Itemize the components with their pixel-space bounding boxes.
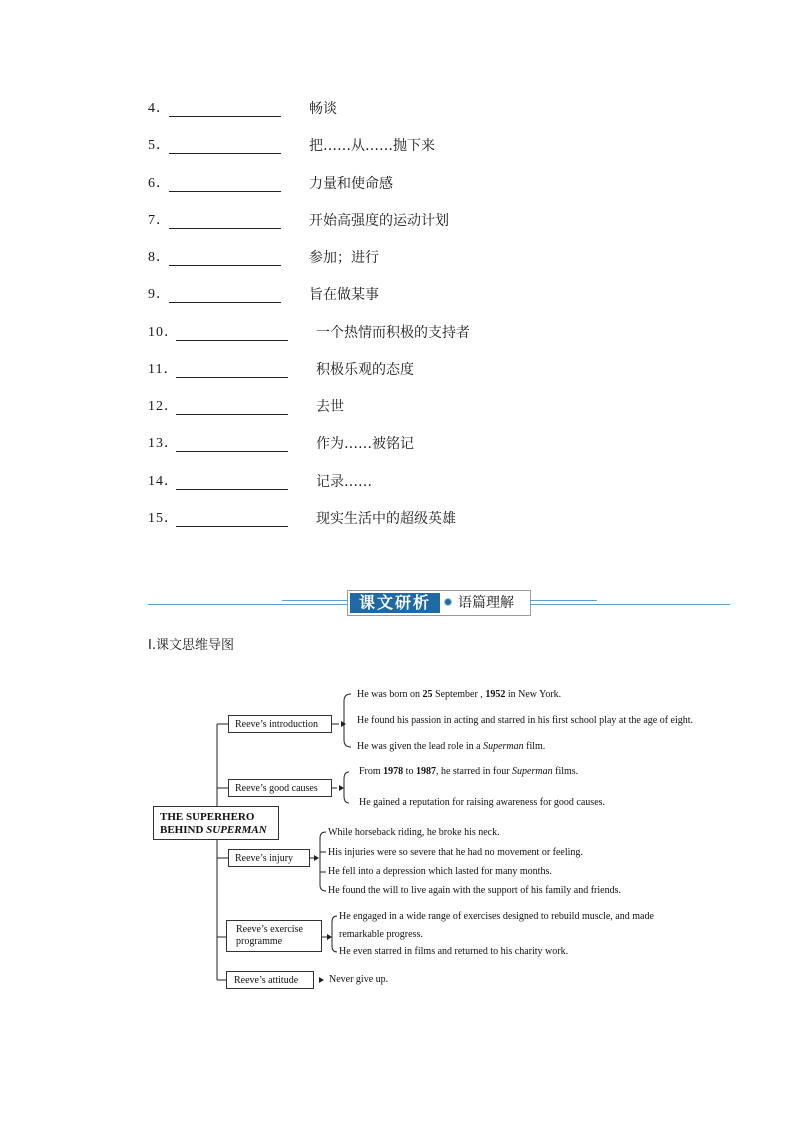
detail-text: From [359,766,384,777]
detail-text: He fell into a depression which lasted for many months. [328,866,552,877]
detail-bold: 1987 [415,766,436,777]
vocab-number: 6． [148,176,171,191]
arrow-right-icon [319,977,324,983]
vocab-chinese: 作为……被铭记 [316,436,414,452]
vocab-chinese: 去世 [316,399,344,415]
arrow-right-icon [341,721,346,727]
detail-text: His injuries were so severe that he had no movement or feeling. [328,847,583,858]
bracket [344,772,349,803]
vocab-chinese: 把……从……抛下来 [309,138,435,154]
map-detail [329,973,388,987]
detail-text: , he starred in four [435,766,513,777]
vocab-chinese: 力量和使命感 [309,176,393,192]
detail-text: He was given the lead role in a [357,741,484,752]
header-sub-label: 语篇理解 [458,595,514,611]
detail-text: Never give up. [329,974,389,985]
detail-text: film. [523,741,546,752]
vocab-chinese: 记录…… [316,474,372,490]
detail-text: While horseback riding, he broke his neck. [328,827,500,838]
detail-text: He gained a reputation for raising awareness for good causes. [359,797,606,808]
detail-text: in New York. [505,689,562,700]
vocab-number: 13． [148,436,179,451]
map-detail [328,846,583,860]
detail-text: He found the will to live again with the support of his family and friends. [328,885,621,896]
vocab-number: 11． [148,362,179,377]
detail-italic: Superman [512,766,553,777]
detail-bold: 1952 [485,689,506,700]
detail-text: He engaged in a wide range of exercises designed to rebuild muscle, and made [339,911,654,922]
vocab-chinese: 开始高强度的运动计划 [309,213,449,229]
detail-bold: 1978 [383,766,404,777]
node-label-line: Reeve’s exercise [236,924,303,935]
root-line-1: THE SUPERHERO [160,811,255,823]
map-detail [357,740,545,754]
node-good-causes: Reeve’s good causes [228,779,332,797]
vocab-number: 12． [148,399,179,414]
arrow-right-icon [314,855,319,861]
root-line-2 [160,824,272,837]
node-attitude: Reeve’s attitude [226,971,314,989]
vocab-number: 5． [148,138,171,153]
map-detail [328,884,621,898]
map-detail [328,826,500,840]
map-detail [339,928,423,942]
detail-text: to [403,766,416,777]
node-introduction: Reeve’s introduction [228,715,332,733]
vocab-number: 9． [148,287,171,302]
node-exercise-programme [226,920,322,952]
map-detail [357,714,693,728]
vocab-number: 14． [148,474,179,489]
bracket [320,832,326,891]
vocab-chinese: 现实生活中的超级英雄 [316,511,456,527]
detail-text: He even starred in films and returned to his charity work. [339,946,569,957]
root-text-italic: SUPERMAN [206,824,267,836]
bracket-tick [320,852,326,872]
bracket [332,916,337,952]
detail-text: films. [552,766,579,777]
detail-bold: 25 [422,689,433,700]
detail-text: He found his passion in acting and starred in his first school play at the age of eight. [357,715,694,726]
map-detail [357,688,561,702]
vocab-number: 8． [148,250,171,265]
arrow-right-icon [327,934,332,940]
detail-text: He was born on [357,689,423,700]
arrow-right-icon [339,785,344,791]
vocab-number: 15． [148,511,179,526]
header-main-label: 课文研析 [350,593,440,613]
vocab-chinese: 积极乐观的态度 [316,362,414,378]
detail-text: remarkable progress. [339,929,423,940]
node-injury: Reeve’s injury [228,849,310,867]
vocab-number: 10． [148,325,179,340]
map-detail [339,945,568,959]
vocab-number: 7． [148,213,171,228]
section-title: Ⅰ.课文思维导图 [148,638,234,653]
vocab-number: 4． [148,101,171,116]
vocab-chinese: 旨在做某事 [309,287,379,303]
node-label-line: programme [236,936,283,947]
root-text: BEHIND [160,824,207,836]
vocab-chinese: 畅谈 [309,101,337,117]
map-detail [339,910,654,924]
map-detail [359,765,578,779]
vocab-chinese: 一个热情而积极的支持者 [316,325,470,341]
map-detail [328,865,552,879]
vocab-chinese: 参加；进行 [309,250,379,266]
root-node [153,806,279,840]
map-detail [359,796,605,810]
detail-text: September , [432,689,486,700]
detail-italic: Superman [483,741,524,752]
